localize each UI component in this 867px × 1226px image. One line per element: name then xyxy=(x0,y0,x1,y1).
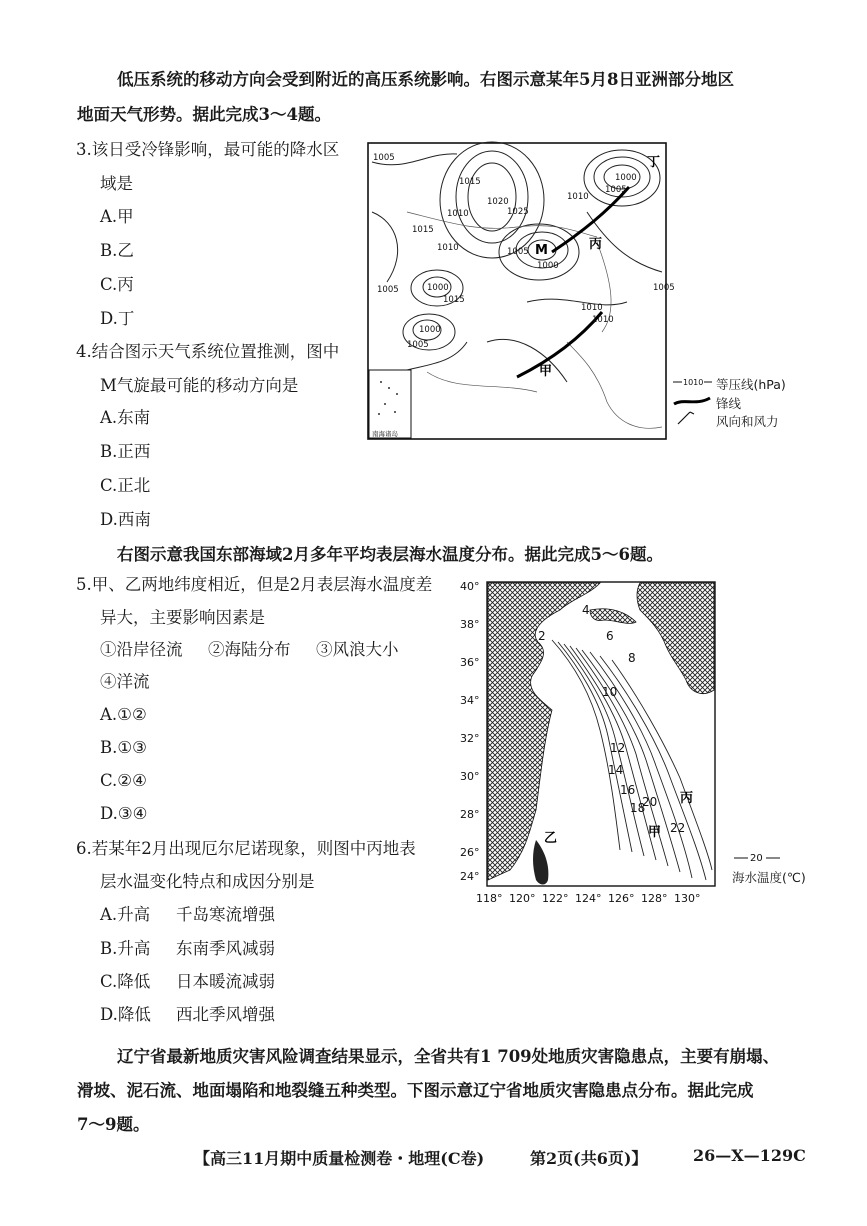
lat-label: 36° xyxy=(460,656,480,669)
q5-choice-3: ③风浪大小 xyxy=(316,640,399,659)
q6-option-d-text[interactable]: 西北季风增强 xyxy=(176,1005,275,1024)
weather-map xyxy=(367,142,675,440)
inset-label: 南海诸岛 xyxy=(372,430,398,438)
q4-option-c[interactable]: C.正北 xyxy=(100,476,151,495)
q3-option-b[interactable]: B.乙 xyxy=(100,241,134,260)
legend-sst-text: 海水温度(℃) xyxy=(732,870,806,885)
q3-option-c[interactable]: C.丙 xyxy=(100,275,134,294)
intro-3-line-2: 滑坡、泥石流、地面塌陷和地裂缝五种类型。下图示意辽宁省地质灾害隐患点分布。据此完成 xyxy=(77,1081,754,1100)
q6-option-a-text[interactable]: 千岛寒流增强 xyxy=(176,905,275,924)
sst-map xyxy=(440,580,730,910)
isobar-label: 1010 xyxy=(447,209,469,219)
legend-front-text: 锋线 xyxy=(716,396,742,411)
q3-stem-line-1: 3.该日受冷锋影响，最可能的降水区 xyxy=(76,140,340,159)
sst-legend xyxy=(732,850,840,890)
q4-option-d[interactable]: D.西南 xyxy=(100,510,151,529)
label-bing: 丙 xyxy=(680,791,694,806)
lat-label: 26° xyxy=(460,846,480,859)
intro-2-line-1: 右图示意我国东部海域2月多年平均表层海水温度分布。据此完成5～6题。 xyxy=(117,545,663,564)
isotherm-label: 18 xyxy=(630,801,646,815)
isobar-label: 1000 xyxy=(537,261,559,271)
q6-option-b-letter[interactable]: B.升高 xyxy=(100,939,151,958)
legend-sample: 20 xyxy=(750,853,763,864)
isotherm-label: 20 xyxy=(642,795,658,809)
isotherm-label: 12 xyxy=(610,741,626,755)
q6-option-b-text[interactable]: 东南季风减弱 xyxy=(176,939,275,958)
q4-stem-line-2: M气旋最可能的移动方向是 xyxy=(100,376,299,395)
isobar-label: 1005 xyxy=(605,185,627,195)
lat-label: 34° xyxy=(460,694,480,707)
q3-option-d[interactable]: D.丁 xyxy=(100,309,135,328)
isobar-label: 1005 xyxy=(373,153,395,163)
intro-1-line-2: 地面天气形势。据此完成3～4题。 xyxy=(77,105,331,124)
q6-option-a-letter[interactable]: A.升高 xyxy=(100,905,151,924)
lat-label: 38° xyxy=(460,618,480,631)
lon-label: 118° xyxy=(476,892,503,905)
isobar-label: 1010 xyxy=(592,315,614,325)
label-jia: 甲 xyxy=(648,825,662,840)
isotherm-label: 22 xyxy=(670,821,686,835)
intro-3-line-3: 7～9题。 xyxy=(77,1115,150,1134)
lat-label: 24° xyxy=(460,870,480,883)
legend-wind-text: 风向和风力 xyxy=(716,414,779,429)
footer-title: 【高三11月期中质量检测卷・地理(C卷) xyxy=(194,1149,485,1168)
intro-3-line-1: 辽宁省最新地质灾害风险调查结果显示，全省共有1 709处地质灾害隐患点，主要有崩塌、 xyxy=(117,1047,780,1066)
isobar-label: 1000 xyxy=(615,173,637,183)
isotherm-label: 16 xyxy=(620,783,636,797)
label-yi: 乙 xyxy=(544,831,558,846)
lat-label: 30° xyxy=(460,770,480,783)
q4-option-b[interactable]: B.正西 xyxy=(100,442,151,461)
lat-label: 28° xyxy=(460,808,480,821)
legend-symbols xyxy=(672,372,714,428)
q3-option-a[interactable]: A.甲 xyxy=(100,207,134,226)
q4-option-a[interactable]: A.东南 xyxy=(100,408,151,427)
isobar-label: 1010 xyxy=(437,243,459,253)
isobar-label: 1000 xyxy=(419,325,441,335)
isobar-label: 1010 xyxy=(567,192,589,202)
isotherm-label: 14 xyxy=(608,763,624,777)
lon-label: 124° xyxy=(575,892,602,905)
isotherm-label: 2 xyxy=(538,629,546,643)
q5-choice-2: ②海陆分布 xyxy=(208,640,291,659)
label-ding: 丁 xyxy=(647,155,661,170)
weather-legend xyxy=(672,372,862,428)
legend-isobar-text: 等压线(hPa) xyxy=(716,377,786,392)
weather-map-svg xyxy=(367,142,675,440)
q5-option-c[interactable]: C.②④ xyxy=(100,771,147,790)
q5-choice-4: ④洋流 xyxy=(100,672,150,691)
lat-label: 32° xyxy=(460,732,480,745)
q6-stem-line-2: 层水温变化特点和成因分别是 xyxy=(100,872,315,891)
q3-stem-line-2: 域是 xyxy=(100,174,133,193)
label-m: M xyxy=(535,243,548,258)
q5-option-a[interactable]: A.①② xyxy=(100,705,147,724)
lon-label: 122° xyxy=(542,892,569,905)
isobar-label: 1025 xyxy=(507,207,529,217)
isobar-label: 1005 xyxy=(653,283,675,293)
isobar-label: 1005 xyxy=(407,340,429,350)
lon-label: 120° xyxy=(509,892,536,905)
q6-option-c-text[interactable]: 日本暖流减弱 xyxy=(176,972,275,991)
isotherm-label: 6 xyxy=(606,629,614,643)
q4-stem-line-1: 4.结合图示天气系统位置推测，图中 xyxy=(76,342,340,361)
label-bing: 丙 xyxy=(589,237,603,252)
q5-stem-line-1: 5.甲、乙两地纬度相近，但是2月表层海水温度差 xyxy=(76,575,433,594)
footer-code: 26—X—129C xyxy=(693,1146,806,1165)
isotherm-label: 10 xyxy=(602,685,618,699)
q5-option-d[interactable]: D.③④ xyxy=(100,804,148,823)
isotherm-label: 8 xyxy=(628,651,636,665)
isobar-label: 1020 xyxy=(487,197,509,207)
isobar-label: 1015 xyxy=(459,177,481,187)
lon-label: 126° xyxy=(608,892,635,905)
footer-page: 第2页(共6页)】 xyxy=(530,1149,648,1168)
isobar-label: 1015 xyxy=(443,295,465,305)
legend-isotherm-sample-line xyxy=(732,850,792,864)
q6-stem-line-1: 6.若某年2月出现厄尔尼诺现象，则图中丙地表 xyxy=(76,839,416,858)
isotherm-label: 4 xyxy=(582,603,590,617)
isobar-label: 1015 xyxy=(412,225,434,235)
legend-isobar-sample: 1010 xyxy=(683,378,704,387)
isobar-label: 1010 xyxy=(581,303,603,313)
lon-label: 130° xyxy=(674,892,701,905)
isobar-label: 1000 xyxy=(427,283,449,293)
q5-stem-line-2: 异大，主要影响因素是 xyxy=(100,608,265,627)
sst-map-svg xyxy=(440,580,730,910)
lat-label: 40° xyxy=(460,580,480,593)
q5-choice-1: ①沿岸径流 xyxy=(100,640,183,659)
q6-option-d-letter[interactable]: D.降低 xyxy=(100,1005,151,1024)
intro-1-line-1: 低压系统的移动方向会受到附近的高压系统影响。右图示意某年5月8日亚洲部分地区 xyxy=(117,70,734,89)
lon-label: 128° xyxy=(641,892,668,905)
isobar-label: 1005 xyxy=(507,247,529,257)
q5-option-b[interactable]: B.①③ xyxy=(100,738,147,757)
isobar-label: 1005 xyxy=(377,285,399,295)
q6-option-c-letter[interactable]: C.降低 xyxy=(100,972,151,991)
label-jia: 甲 xyxy=(539,364,553,379)
